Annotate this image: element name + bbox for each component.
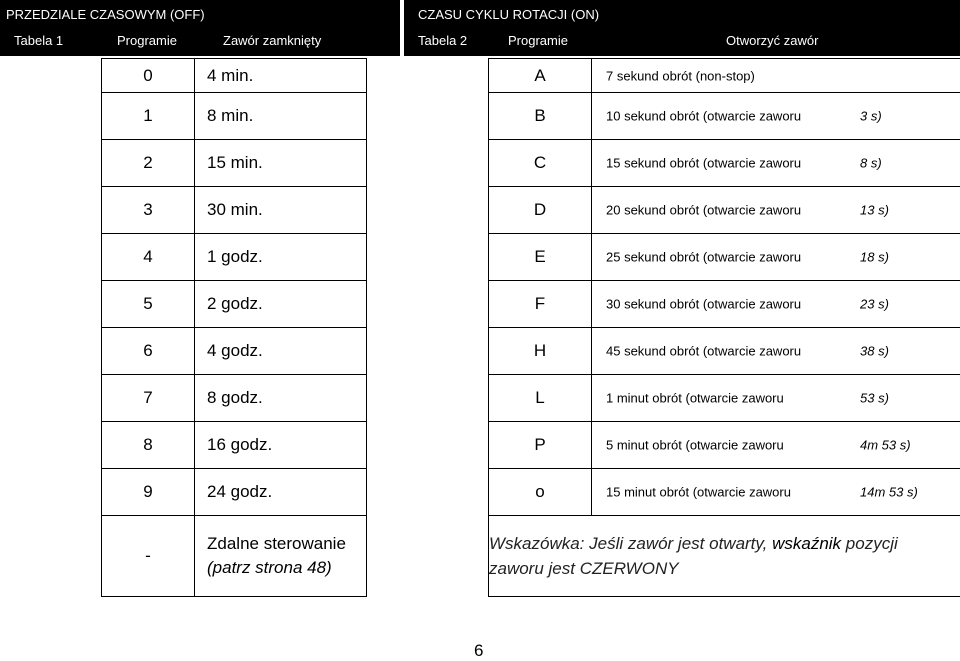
remote-control-cell bbox=[195, 516, 367, 597]
program-description bbox=[592, 59, 960, 93]
program-description bbox=[592, 187, 960, 234]
table-row bbox=[102, 469, 367, 516]
row-interval: 8 godz. bbox=[195, 375, 367, 422]
row-number: 2 bbox=[102, 140, 195, 187]
row-interval: 2 godz. bbox=[195, 281, 367, 328]
table-row bbox=[489, 187, 960, 234]
row-number: 5 bbox=[102, 281, 195, 328]
table-row bbox=[102, 328, 367, 375]
row-number: 8 bbox=[102, 422, 195, 469]
row-interval: 1 godz. bbox=[195, 234, 367, 281]
open-time: 38 s) bbox=[860, 344, 889, 359]
rotation-text: 45 sekund obrót (otwarcie zaworu bbox=[606, 344, 801, 359]
program-code: E bbox=[489, 234, 592, 281]
table-row bbox=[102, 375, 367, 422]
table-row bbox=[489, 140, 960, 187]
table-row bbox=[489, 375, 960, 422]
row-number: - bbox=[102, 516, 195, 597]
table-row bbox=[102, 187, 367, 234]
open-time: 3 s) bbox=[860, 109, 882, 124]
program-description bbox=[592, 469, 960, 516]
table-row bbox=[489, 93, 960, 140]
rotation-text: 10 sekund obrót (otwarcie zaworu bbox=[606, 109, 801, 124]
table-row-note bbox=[489, 516, 960, 597]
row-interval: 15 min. bbox=[195, 140, 367, 187]
right-col-program: Programie bbox=[508, 33, 568, 48]
rotation-text: 25 sekund obrót (otwarcie zaworu bbox=[606, 250, 801, 265]
row-number: 4 bbox=[102, 234, 195, 281]
table-row bbox=[102, 281, 367, 328]
table-row bbox=[489, 469, 960, 516]
program-description bbox=[592, 281, 960, 328]
note-line-2: zaworu jest CZERWONY bbox=[489, 556, 960, 581]
remote-control-page-ref: (patrz strona 48) bbox=[207, 556, 366, 580]
open-time: 14m 53 s) bbox=[860, 485, 918, 500]
table-row bbox=[102, 93, 367, 140]
rotation-text: 1 minut obrót (otwarcie zaworu bbox=[606, 391, 784, 406]
rotation-text: 20 sekund obrót (otwarcie zaworu bbox=[606, 203, 801, 218]
on-rotation-table bbox=[488, 58, 960, 597]
table-row-remote bbox=[102, 516, 367, 597]
left-col-table: Tabela 1 bbox=[14, 33, 63, 48]
open-time: 8 s) bbox=[860, 156, 882, 171]
open-time: 18 s) bbox=[860, 250, 889, 265]
row-interval: 16 godz. bbox=[195, 422, 367, 469]
program-description bbox=[592, 93, 960, 140]
table-row bbox=[489, 328, 960, 375]
program-description bbox=[592, 140, 960, 187]
off-interval-table bbox=[101, 58, 367, 597]
left-col-state: Zawór zamknięty bbox=[223, 33, 321, 48]
program-code: F bbox=[489, 281, 592, 328]
page-number: 6 bbox=[474, 641, 483, 661]
right-col-table: Tabela 2 bbox=[418, 33, 467, 48]
rotation-text: 5 minut obrót (otwarcie zaworu bbox=[606, 438, 784, 453]
rotation-text: 30 sekund obrót (otwarcie zaworu bbox=[606, 297, 801, 312]
table-row bbox=[102, 140, 367, 187]
open-time: 13 s) bbox=[860, 203, 889, 218]
left-header-title: PRZEDZIALE CZASOWYM (OFF) bbox=[6, 7, 205, 22]
row-number: 1 bbox=[102, 93, 195, 140]
row-interval: 4 min. bbox=[195, 59, 367, 93]
row-number: 7 bbox=[102, 375, 195, 422]
table-row bbox=[489, 234, 960, 281]
note-part-3: pozycji bbox=[841, 534, 898, 553]
rotation-text: 15 sekund obrót (otwarcie zaworu bbox=[606, 156, 801, 171]
note-line-1 bbox=[489, 531, 960, 556]
row-number: 9 bbox=[102, 469, 195, 516]
table-row bbox=[102, 422, 367, 469]
left-header bbox=[0, 0, 400, 56]
row-interval: 24 godz. bbox=[195, 469, 367, 516]
program-code: P bbox=[489, 422, 592, 469]
table-row bbox=[489, 281, 960, 328]
note-part-1: Wskazówka: Jeśli zawór jest otwarty, bbox=[489, 534, 772, 553]
table-row bbox=[489, 422, 960, 469]
remote-control-label: Zdalne sterowanie bbox=[207, 532, 366, 556]
open-time: 23 s) bbox=[860, 297, 889, 312]
table-row bbox=[102, 59, 367, 93]
valve-hint-note bbox=[489, 516, 960, 597]
row-interval: 30 min. bbox=[195, 187, 367, 234]
program-description bbox=[592, 234, 960, 281]
rotation-text: 15 minut obrót (otwarcie zaworu bbox=[606, 485, 791, 500]
row-interval: 8 min. bbox=[195, 93, 367, 140]
left-col-program: Programie bbox=[117, 33, 177, 48]
rotation-text: 7 sekund obrót (non-stop) bbox=[606, 68, 755, 83]
row-number: 0 bbox=[102, 59, 195, 93]
program-code: D bbox=[489, 187, 592, 234]
table-row bbox=[102, 234, 367, 281]
open-time: 53 s) bbox=[860, 391, 889, 406]
row-interval: 4 godz. bbox=[195, 328, 367, 375]
program-description bbox=[592, 328, 960, 375]
program-code: H bbox=[489, 328, 592, 375]
program-description bbox=[592, 375, 960, 422]
row-number: 6 bbox=[102, 328, 195, 375]
right-header-title: CZASU CYKLU ROTACJI (ON) bbox=[418, 7, 599, 22]
open-time: 4m 53 s) bbox=[860, 438, 911, 453]
row-number: 3 bbox=[102, 187, 195, 234]
program-code: A bbox=[489, 59, 592, 93]
right-col-state: Otworzyć zawór bbox=[726, 33, 818, 48]
program-code: B bbox=[489, 93, 592, 140]
right-header bbox=[404, 0, 960, 56]
program-code: C bbox=[489, 140, 592, 187]
note-part-2: wskaźnik bbox=[772, 534, 841, 553]
program-code: L bbox=[489, 375, 592, 422]
program-code: o bbox=[489, 469, 592, 516]
program-description bbox=[592, 422, 960, 469]
table-row bbox=[489, 59, 960, 93]
